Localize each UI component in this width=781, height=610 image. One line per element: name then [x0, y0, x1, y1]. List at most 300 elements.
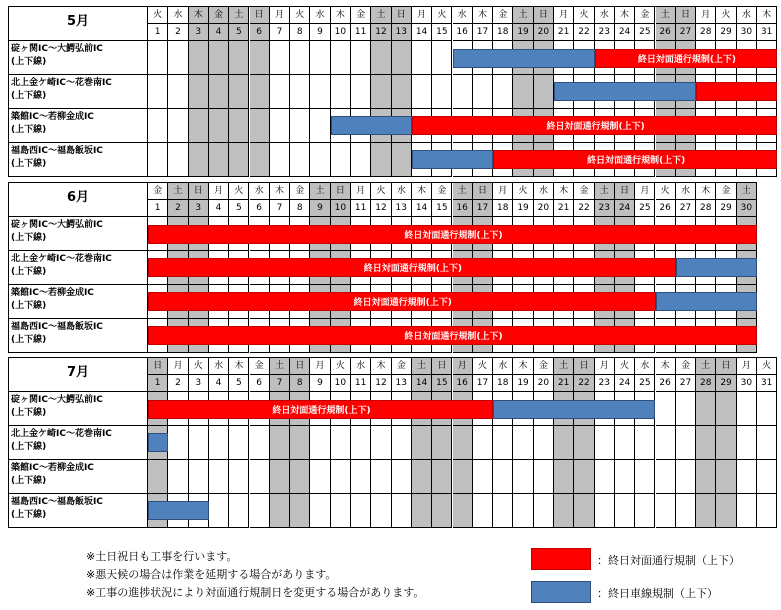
day-cell [229, 75, 249, 109]
day-cell [716, 426, 736, 460]
lane-restriction-bar [676, 258, 757, 277]
weekday-header: 月 [493, 183, 513, 200]
two-way-traffic-bar [148, 258, 676, 277]
weekday-header: 水 [595, 7, 615, 24]
day-cell [168, 460, 188, 494]
day-cell [513, 494, 533, 528]
day-cell [432, 460, 452, 494]
day-number-header: 16 [453, 200, 473, 217]
bar-label: 終日対面通行規制(上下) [546, 122, 645, 132]
day-number-header: 27 [676, 24, 696, 41]
weekday-header: 月 [453, 358, 473, 375]
weekday-header: 土 [229, 7, 249, 24]
day-cell [757, 460, 777, 494]
weekday-header: 金 [392, 358, 412, 375]
day-number-header: 31 [757, 24, 777, 41]
weekday-header: 火 [432, 7, 452, 24]
day-cell [676, 392, 696, 426]
weekday-header: 金 [534, 358, 554, 375]
day-cell [270, 426, 290, 460]
day-cell [189, 426, 209, 460]
weekday-header: 月 [737, 358, 757, 375]
two-way-traffic-bar [148, 225, 757, 244]
two-way-traffic-bar [412, 116, 777, 135]
day-cell [656, 460, 676, 494]
day-number-header: 20 [534, 375, 554, 392]
day-number-header: 21 [554, 200, 574, 217]
day-cell [250, 460, 270, 494]
day-cell [209, 460, 229, 494]
day-cell [554, 494, 574, 528]
day-cell [270, 109, 290, 143]
day-number-header: 11 [351, 200, 371, 217]
weekday-header: 水 [453, 7, 473, 24]
month-block [8, 6, 777, 177]
day-number-header: 3 [189, 200, 209, 217]
section-label [9, 426, 148, 460]
day-cell [595, 460, 615, 494]
weekday-header: 水 [737, 7, 757, 24]
day-cell [696, 426, 716, 460]
day-number-header: 31 [757, 375, 777, 392]
day-cell [209, 109, 229, 143]
weekday-header: 水 [635, 358, 655, 375]
day-cell [290, 109, 310, 143]
section-direction: (上下線) [11, 233, 47, 243]
day-cell [595, 494, 615, 528]
weekday-header: 水 [250, 183, 270, 200]
weekday-header: 木 [513, 358, 533, 375]
weekday-header: 土 [696, 358, 716, 375]
day-cell [635, 460, 655, 494]
lane-restriction-bar [148, 433, 168, 452]
day-cell [290, 494, 310, 528]
weekday-header: 日 [534, 7, 554, 24]
day-number-header: 23 [595, 375, 615, 392]
weekday-header: 木 [656, 358, 676, 375]
day-number-header: 25 [635, 375, 655, 392]
day-cell [168, 41, 188, 75]
weekday-header: 水 [534, 183, 554, 200]
day-cell [371, 460, 391, 494]
month-block [8, 182, 757, 353]
day-cell [432, 426, 452, 460]
day-cell [432, 75, 452, 109]
day-cell [412, 75, 432, 109]
day-number-header: 29 [716, 24, 736, 41]
section-name: 福島西IC～福島飯坂IC [11, 497, 103, 507]
weekday-header: 火 [574, 7, 594, 24]
day-number-header: 4 [209, 24, 229, 41]
day-cell [574, 460, 594, 494]
month-block [8, 357, 777, 528]
day-number-header: 6 [250, 24, 270, 41]
day-cell [310, 109, 330, 143]
day-number-header: 14 [412, 24, 432, 41]
section-name: 福島西IC～福島飯坂IC [11, 146, 103, 156]
day-cell [270, 41, 290, 75]
section-name: 碇ヶ関IC～大鰐弘前IC [11, 44, 103, 54]
weekday-header: 金 [716, 183, 736, 200]
day-cell [209, 143, 229, 177]
day-cell [351, 426, 371, 460]
day-cell [716, 392, 736, 426]
day-number-header: 6 [250, 200, 270, 217]
weekday-header: 日 [331, 183, 351, 200]
section-name: 北上金ケ崎IC～花巻南IC [11, 429, 112, 439]
weekday-header: 月 [412, 7, 432, 24]
day-number-header: 22 [574, 24, 594, 41]
weekday-header: 火 [513, 183, 533, 200]
day-cell [270, 494, 290, 528]
day-number-header: 5 [229, 375, 249, 392]
day-cell [371, 41, 391, 75]
section-label [9, 285, 148, 319]
day-number-header: 19 [513, 24, 533, 41]
day-cell [716, 460, 736, 494]
day-number-header: 25 [635, 200, 655, 217]
day-number-header: 30 [737, 24, 757, 41]
weekday-header: 月 [635, 183, 655, 200]
day-cell [392, 41, 412, 75]
section-name: 碇ヶ関IC～大鰐弘前IC [11, 220, 103, 230]
section-label [9, 460, 148, 494]
day-cell [371, 75, 391, 109]
section-label [9, 109, 148, 143]
weekday-header: 金 [209, 7, 229, 24]
day-number-header: 28 [696, 375, 716, 392]
day-cell [737, 426, 757, 460]
two-way-traffic-bar [148, 400, 493, 419]
day-cell [453, 494, 473, 528]
day-number-header: 2 [168, 24, 188, 41]
day-number-header: 11 [351, 24, 371, 41]
day-cell [513, 460, 533, 494]
day-cell [229, 460, 249, 494]
legend-red-text: ：終日対面通行規制（上下） [597, 554, 740, 567]
day-cell [716, 494, 736, 528]
day-cell [453, 75, 473, 109]
section-direction: (上下線) [11, 125, 47, 135]
day-number-header: 22 [574, 200, 594, 217]
day-number-header: 6 [250, 375, 270, 392]
day-cell [737, 392, 757, 426]
weekday-header: 月 [270, 7, 290, 24]
note-weather: ※悪天候の場合は作業を延期する場合があります。 [86, 568, 337, 581]
section-label [9, 251, 148, 285]
weekday-header: 木 [229, 358, 249, 375]
day-number-header: 15 [432, 24, 452, 41]
day-number-header: 26 [656, 200, 676, 217]
weekday-header: 火 [290, 7, 310, 24]
day-cell [392, 75, 412, 109]
two-way-traffic-bar [493, 150, 777, 169]
day-number-header: 26 [656, 24, 676, 41]
month-title: 7月 [9, 358, 148, 392]
day-number-header: 12 [371, 200, 391, 217]
two-way-traffic-bar [595, 49, 778, 68]
day-cell [493, 460, 513, 494]
day-cell [615, 460, 635, 494]
bar-label: 終日対面通行規制(上下) [637, 55, 737, 65]
weekday-header: 水 [493, 358, 513, 375]
day-cell [412, 460, 432, 494]
day-cell [331, 41, 351, 75]
day-cell [615, 426, 635, 460]
lane-restriction-bar [331, 116, 412, 135]
day-cell [189, 460, 209, 494]
weekday-header: 月 [168, 358, 188, 375]
section-direction: (上下線) [11, 510, 47, 520]
weekday-header: 火 [331, 358, 351, 375]
weekday-header: 金 [290, 183, 310, 200]
day-cell [635, 426, 655, 460]
day-cell [290, 41, 310, 75]
day-cell [189, 109, 209, 143]
day-number-header: 9 [310, 24, 330, 41]
day-cell [250, 109, 270, 143]
day-cell [574, 426, 594, 460]
weekday-header: 月 [310, 358, 330, 375]
month-title: 5月 [9, 7, 148, 41]
section-direction: (上下線) [11, 159, 47, 169]
lane-restriction-bar [453, 49, 595, 68]
weekday-header: 月 [595, 358, 615, 375]
bar-label: 終日対面通行規制(上下) [404, 231, 503, 241]
day-number-header: 29 [716, 200, 736, 217]
weekday-header: 土 [371, 7, 391, 24]
legend-blue-swatch [531, 581, 591, 603]
weekday-header: 火 [473, 358, 493, 375]
day-cell [351, 143, 371, 177]
day-cell [168, 75, 188, 109]
weekday-header: 木 [473, 7, 493, 24]
day-cell [331, 426, 351, 460]
section-direction: (上下線) [11, 57, 47, 67]
day-cell [310, 75, 330, 109]
day-cell [473, 426, 493, 460]
weekday-header: 日 [290, 358, 310, 375]
section-label [9, 75, 148, 109]
weekday-header: 木 [189, 7, 209, 24]
weekday-header: 金 [432, 183, 452, 200]
day-number-header: 8 [290, 375, 310, 392]
day-cell [412, 41, 432, 75]
weekday-header: 日 [473, 183, 493, 200]
day-number-header: 16 [453, 24, 473, 41]
section-name: 福島西IC～福島飯坂IC [11, 322, 103, 332]
day-cell [229, 494, 249, 528]
day-cell [209, 75, 229, 109]
day-number-header: 10 [331, 24, 351, 41]
day-number-header: 8 [290, 200, 310, 217]
day-cell [676, 426, 696, 460]
note-progress: ※工事の進捗状況により対面通行規制日を変更する場合があります。 [86, 586, 425, 599]
day-cell [250, 494, 270, 528]
day-cell [310, 143, 330, 177]
section-name: 築館IC～若柳金成IC [11, 288, 94, 298]
day-cell [168, 109, 188, 143]
day-number-header: 19 [513, 375, 533, 392]
day-number-header: 30 [737, 200, 757, 217]
lane-restriction-bar [412, 150, 493, 169]
day-cell [554, 426, 574, 460]
section-name: 北上金ケ崎IC～花巻南IC [11, 254, 112, 264]
day-cell [412, 426, 432, 460]
weekday-header: 土 [310, 183, 330, 200]
day-cell [189, 75, 209, 109]
weekday-header: 水 [310, 7, 330, 24]
section-direction: (上下線) [11, 408, 47, 418]
day-cell [432, 41, 452, 75]
day-number-header: 26 [656, 375, 676, 392]
day-cell [534, 494, 554, 528]
day-cell [250, 41, 270, 75]
day-number-header: 18 [493, 375, 513, 392]
day-number-header: 21 [554, 24, 574, 41]
section-label [9, 217, 148, 251]
weekday-header: 金 [574, 183, 594, 200]
day-number-header: 4 [209, 375, 229, 392]
day-number-header: 25 [635, 24, 655, 41]
weekday-header: 火 [148, 7, 168, 24]
day-number-header: 1 [148, 200, 168, 217]
weekday-header: 月 [351, 183, 371, 200]
bar-label: 終日対面通行規制(上下) [353, 298, 452, 308]
day-cell [168, 143, 188, 177]
weekday-header: 金 [351, 7, 371, 24]
day-cell [656, 426, 676, 460]
section-label [9, 392, 148, 426]
weekday-header: 月 [696, 7, 716, 24]
day-cell [250, 75, 270, 109]
day-number-header: 15 [432, 375, 452, 392]
day-number-header: 2 [168, 200, 188, 217]
day-cell [432, 494, 452, 528]
day-number-header: 7 [270, 200, 290, 217]
weekday-header: 日 [148, 358, 168, 375]
day-number-header: 22 [574, 375, 594, 392]
weekday-header: 火 [757, 358, 777, 375]
day-number-header: 24 [615, 200, 635, 217]
day-cell [168, 426, 188, 460]
day-cell [696, 460, 716, 494]
day-cell [250, 426, 270, 460]
day-cell [148, 109, 168, 143]
day-number-header: 12 [371, 24, 391, 41]
day-cell [209, 426, 229, 460]
day-cell [290, 75, 310, 109]
day-cell [310, 494, 330, 528]
day-cell [229, 143, 249, 177]
weekday-header: 金 [635, 7, 655, 24]
weekday-header: 火 [189, 358, 209, 375]
day-number-header: 15 [432, 200, 452, 217]
day-cell [412, 494, 432, 528]
day-number-header: 7 [270, 24, 290, 41]
weekday-header: 火 [656, 183, 676, 200]
weekday-header: 水 [168, 7, 188, 24]
weekday-header: 火 [615, 358, 635, 375]
day-number-header: 14 [412, 200, 432, 217]
weekday-header: 日 [250, 7, 270, 24]
lane-restriction-bar [554, 82, 696, 101]
day-cell [331, 75, 351, 109]
day-number-header: 1 [148, 375, 168, 392]
day-cell [148, 143, 168, 177]
day-number-header: 27 [676, 200, 696, 217]
day-number-header: 30 [737, 375, 757, 392]
section-direction: (上下線) [11, 335, 47, 345]
day-cell [534, 460, 554, 494]
day-cell [250, 143, 270, 177]
day-number-header: 28 [696, 200, 716, 217]
day-cell [209, 41, 229, 75]
weekday-header: 金 [493, 7, 513, 24]
weekday-header: 金 [148, 183, 168, 200]
day-number-header: 28 [696, 24, 716, 41]
day-cell [351, 494, 371, 528]
weekday-header: 木 [757, 7, 777, 24]
day-cell [513, 75, 533, 109]
day-number-header: 9 [310, 375, 330, 392]
day-cell [473, 494, 493, 528]
day-number-header: 5 [229, 200, 249, 217]
day-number-header: 10 [331, 200, 351, 217]
day-cell [351, 41, 371, 75]
day-number-header: 14 [412, 375, 432, 392]
day-cell [392, 494, 412, 528]
weekday-header: 木 [412, 183, 432, 200]
bar-label: 終日対面通行規制(上下) [404, 332, 503, 342]
day-cell [331, 494, 351, 528]
day-cell [392, 143, 412, 177]
day-cell [371, 494, 391, 528]
day-number-header: 7 [270, 375, 290, 392]
weekday-header: 土 [412, 358, 432, 375]
section-direction: (上下線) [11, 442, 47, 452]
weekday-header: 土 [595, 183, 615, 200]
weekday-header: 水 [676, 183, 696, 200]
day-cell [229, 109, 249, 143]
section-label [9, 143, 148, 177]
two-way-traffic-bar [148, 326, 757, 345]
bar-label: 終日対面通行規制(上下) [363, 264, 463, 274]
day-cell [453, 426, 473, 460]
day-cell [554, 460, 574, 494]
weekday-header: 土 [737, 183, 757, 200]
day-cell [534, 426, 554, 460]
day-cell [676, 494, 696, 528]
weekday-header: 日 [615, 183, 635, 200]
day-cell [290, 426, 310, 460]
day-cell [310, 41, 330, 75]
day-cell [574, 494, 594, 528]
day-cell [656, 494, 676, 528]
weekday-header: 土 [270, 358, 290, 375]
day-cell [493, 75, 513, 109]
day-number-header: 8 [290, 24, 310, 41]
day-cell [757, 392, 777, 426]
day-cell [737, 460, 757, 494]
weekday-header: 日 [432, 358, 452, 375]
weekday-header: 金 [250, 358, 270, 375]
weekday-header: 火 [716, 7, 736, 24]
day-cell [270, 143, 290, 177]
day-number-header: 19 [513, 200, 533, 217]
day-number-header: 21 [554, 375, 574, 392]
day-cell [493, 494, 513, 528]
